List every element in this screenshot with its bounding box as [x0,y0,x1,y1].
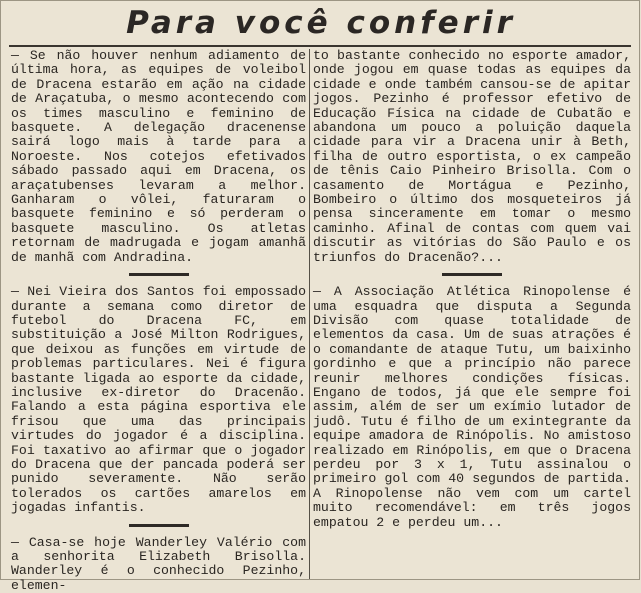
column-divider [309,49,310,579]
article-text: — Nei Vieira dos Santos foi empossado durante a semana como diretor de futebol do Dracena FC, em substituição a José Milton Rodrigues, que deixou as funções em virtude de problemas particulares. Nei é figura bastante ligada ao esporte da cidade, inclusive ex-diretor do Dracenão. Falando a esta página esportiva ele frisou que uma das principais virtudes do jogador é a disciplina. Foi taxativo ao afirmar que o jogador do Dracena que der pancada poderá ser punido severamente. Não serão tolerados os cartões amarelos em jogadas infantis. [11,284,306,516]
article-text: to bastante conhecido no esporte amador, onde jogou em quase todas as equipes da cidade e onde também cansou-se de apitar jogos. Pezinho é professor efetivo de Educação Física na cidade de Cubatão e abandona um pouco a poluição daquela cidade para vir a Dracena unir à Beth, filha de outro esportista, o ex campeão de tênis Caio Pinheiro Brisolla. Com o casamento de Mortágua e Pezinho, Bombeiro o último dos mosqueteiros já pensa sinceramente em tomar o mesmo caminho. Afinal de contas com quem vai discutir as vitórias do São Paulo e os triunfos do Dracenão?... [313,48,631,265]
article-text: — Se não houver nenhum adiamento de última hora, as equipes de voleibol de Dracena estarão em ação na cidade de Araçatuba, o mesmo acontecendo com os times masculino e feminino de basquete. A delegação dracenense sairá logo mais à tarde para a Noroeste. Nos cotejos efetivados sábado passado aqui em Dracena, os araçatubenses levaram a melhor. Ganharam o vôlei, faturaram o basquete feminino e só perderam o basquete masculino. Os atletas retornam de madrugada e jogam amanhã de manhã com Andradina. [11,48,306,265]
article-text: — A Associação Atlética Rinopolense é uma esquadra que disputa a Segunda Divisão com quase totalidade de elementos da casa. Um de suas atrações é o comandante de ataque Tutu, um baixinho gordinho e que a princípio não parece reunir melhores condições físicas. Engano de todos, já que ele sempre foi assim, além de ser um exímio lutador de judô. Tutu é filho de um exintegrante da equipe amadora de Rinópolis. No amistoso realizado em Rinópolis, em que o Dracena perdeu por 3 x 1, Tutu assinalou o primeiro gol com 40 segundos de partida. A Rinopolense não vem com um cartel muito recomendável: em três jogos empatou 2 e perdeu um... [313,284,631,530]
article-separator [442,273,502,276]
left-column [11,48,306,593]
article-rinopolense [313,285,631,530]
article-volleyball [11,49,306,265]
masthead [1,1,641,45]
article-wedding-continued [313,49,631,265]
title-rule [9,45,631,47]
article-separator [129,524,189,527]
page-title: Para você conferir [126,5,516,41]
article-text: — Casa-se hoje Wanderley Valério com a senhorita Elizabeth Brisolla. Wanderley é o conhecido Pezinho, elemen- [11,534,306,593]
article-director [11,285,306,516]
right-column [313,49,631,577]
article-separator [129,273,189,276]
article-wedding [11,536,306,593]
